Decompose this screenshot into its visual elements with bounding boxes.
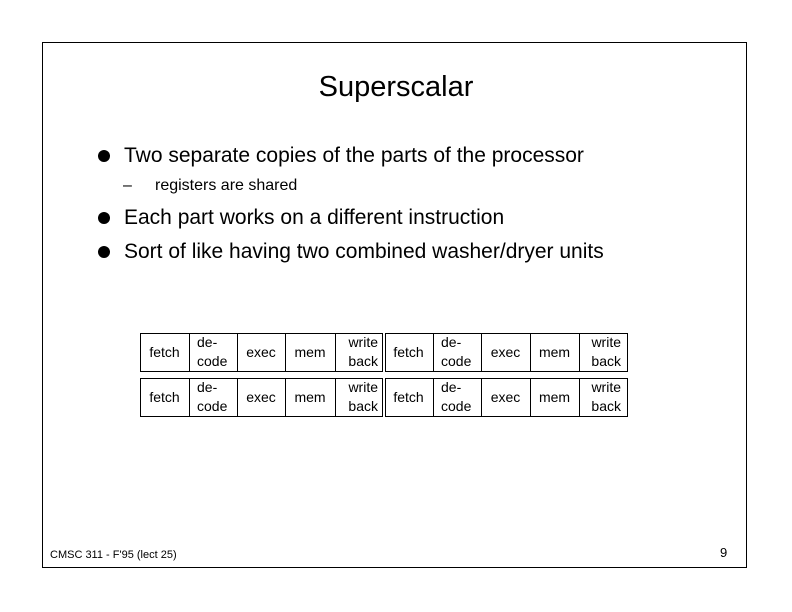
pipeline-stage-fetch xyxy=(384,378,433,416)
pipeline-stage-fetch xyxy=(384,333,433,371)
page-number: 9 xyxy=(720,545,728,560)
pipeline-stage-mem xyxy=(285,378,335,416)
pipeline-stage-mem xyxy=(530,378,579,416)
stage-row-bottom-line xyxy=(140,371,382,372)
stage-label: fetch xyxy=(393,344,424,360)
stage-label-line1: de- xyxy=(441,379,462,395)
stage-label-line2: back xyxy=(348,353,378,369)
stage-row-bottom-line xyxy=(385,416,627,417)
stage-label-line2: back xyxy=(348,398,378,414)
pipeline-stage-fetch xyxy=(140,333,189,371)
pipeline-stage-mem xyxy=(530,333,579,371)
stage-label-line2: code xyxy=(441,398,472,414)
pipeline-stage-de xyxy=(433,333,481,371)
pipeline-stage-exec xyxy=(237,333,285,371)
bullet-text: Each part works on a different instruction xyxy=(124,206,505,229)
stage-label-line1: de- xyxy=(441,334,462,350)
pipeline-stage-exec xyxy=(237,378,285,416)
bullet-text: Two separate copies of the parts of the processor xyxy=(124,144,584,167)
slide-title: Superscalar xyxy=(318,71,474,103)
pipeline-stage-write xyxy=(335,378,384,416)
stage-label: mem xyxy=(294,389,326,405)
stage-label: exec xyxy=(246,344,276,360)
stage-label-line2: code xyxy=(197,353,228,369)
stage-row-bottom-line xyxy=(385,371,627,372)
stage-label: fetch xyxy=(149,389,180,405)
stage-label: mem xyxy=(538,344,571,360)
stage-label-line1: de- xyxy=(197,334,218,350)
pipeline-stage-de xyxy=(189,378,237,416)
stage-label-line1: de- xyxy=(197,379,218,395)
stage-label-line1: write xyxy=(591,379,621,395)
stage-label: exec xyxy=(246,389,276,405)
pipeline-stage-fetch xyxy=(140,378,189,416)
stage-label: mem xyxy=(538,389,571,405)
pipeline-stage-de xyxy=(189,333,237,371)
stage-label-line2: code xyxy=(441,353,472,369)
stage-label: exec xyxy=(490,389,521,405)
pipeline-stage-write xyxy=(579,378,627,416)
stage-label-line2: back xyxy=(591,353,621,369)
stage-label-line1: write xyxy=(591,334,621,350)
pipeline-stage-write xyxy=(579,333,627,371)
stage-label: mem xyxy=(294,344,326,360)
stage-divider xyxy=(627,378,628,417)
pipeline-stage-exec xyxy=(481,333,530,371)
pipeline-stage-mem xyxy=(285,333,335,371)
stage-divider xyxy=(627,333,628,372)
stage-label-line1: write xyxy=(348,334,378,350)
stage-row-bottom-line xyxy=(140,416,382,417)
pipeline-stage-write xyxy=(335,333,384,371)
stage-label-line2: code xyxy=(197,398,228,414)
stage-label: fetch xyxy=(149,344,180,360)
bullet-text: Sort of like having two combined washer/dryer units xyxy=(124,240,604,263)
footer-course: CMSC 311 - F'95 (lect 25) xyxy=(50,549,177,561)
stage-label-line2: back xyxy=(591,398,621,414)
pipeline-stage-de xyxy=(433,378,481,416)
stage-label: fetch xyxy=(393,389,424,405)
sub-bullet-text: registers are shared xyxy=(155,177,298,194)
stage-label-line1: write xyxy=(348,379,378,395)
dash-icon: – xyxy=(123,177,132,194)
stage-label: exec xyxy=(490,344,521,360)
pipeline-stage-exec xyxy=(481,378,530,416)
